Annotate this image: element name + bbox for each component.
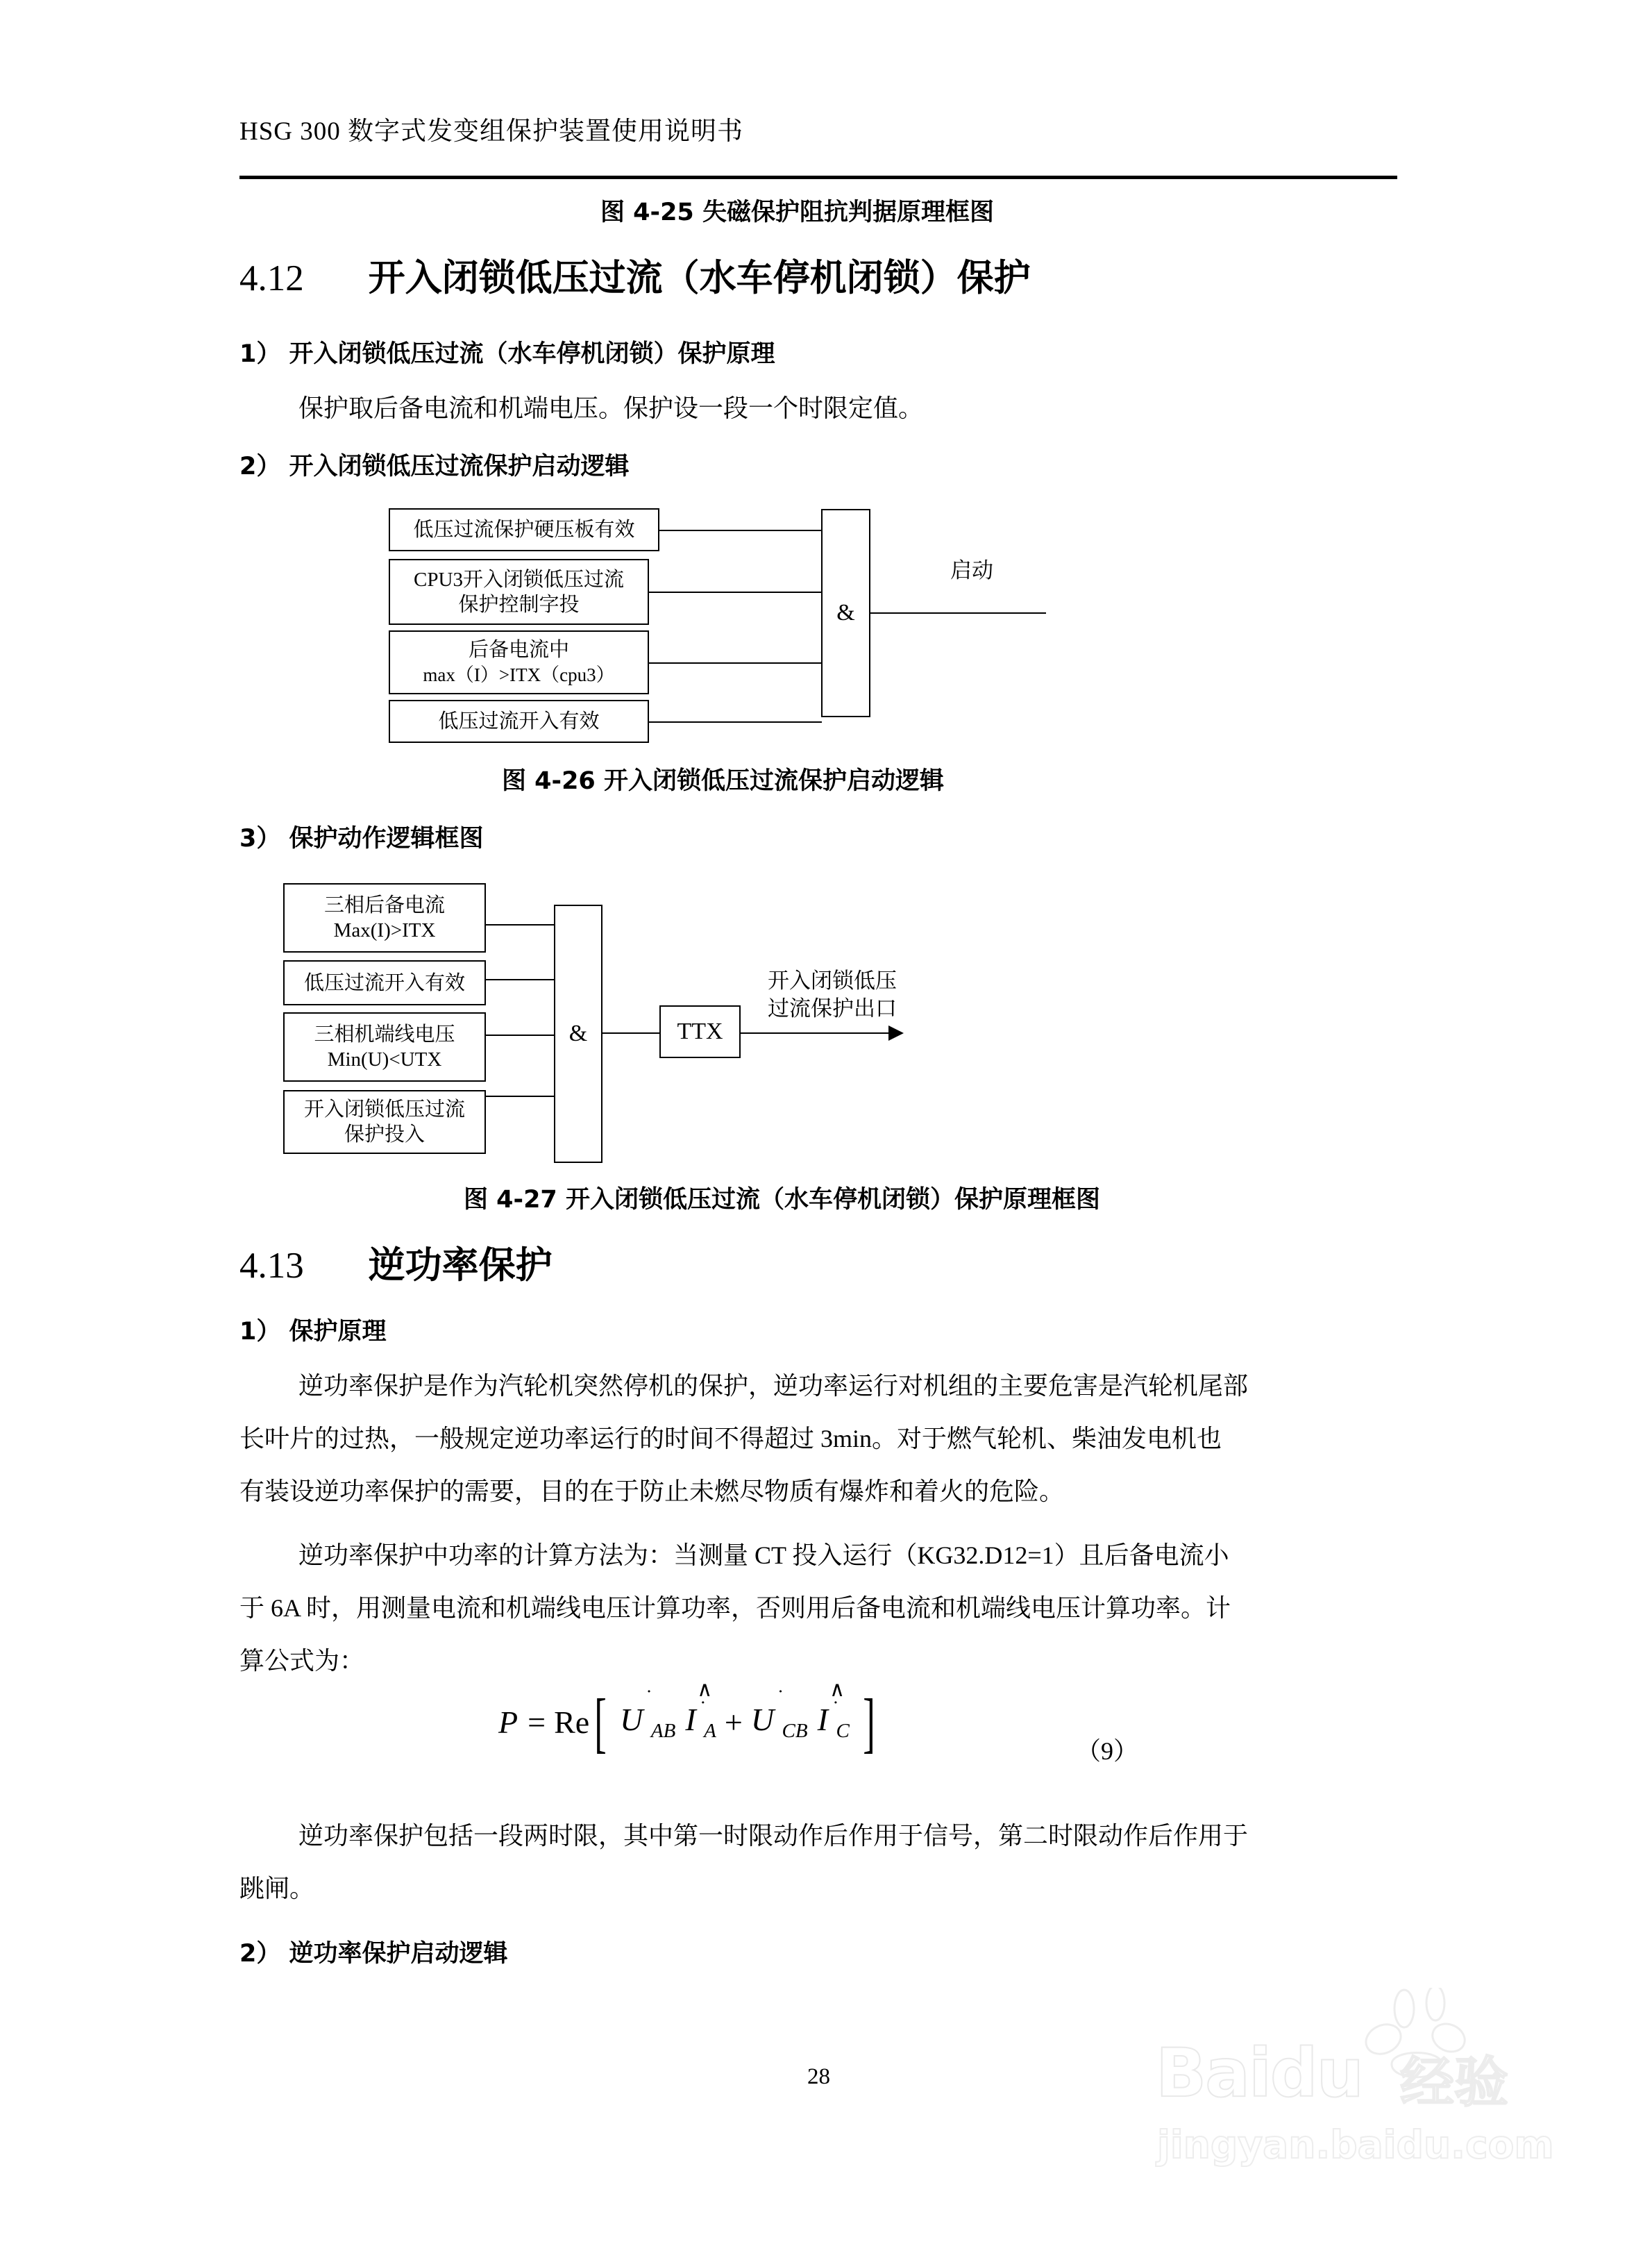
timer-box-ttx	[659, 1005, 741, 1058]
formula-plus: +	[724, 1705, 743, 1741]
dot-accent: ˙	[699, 1697, 707, 1720]
section-title: 开入闭锁低压过流（水车停机闭锁）保护	[368, 257, 1031, 299]
diagram-box	[389, 700, 649, 743]
paragraph-4-13-b-line-1: 逆功率保护中功率的计算方法为：当测量 CT 投入运行（KG32.D12=1）且后备电流小	[298, 1541, 1229, 1569]
diagram-box-line: 开入闭锁低压过流	[303, 1098, 465, 1121]
page-header-title: HSG 300 数字式发变组保护装置使用说明书	[239, 117, 744, 146]
diagram-wire	[648, 592, 822, 593]
section-title: 逆功率保护	[368, 1244, 553, 1287]
section-number: 4.12	[239, 258, 304, 299]
figure-caption-4-25: 图 4-25 失磁保护阻抗判据原理框图	[600, 199, 994, 226]
paragraph-4-13-b-line-3: 算公式为：	[239, 1647, 365, 1675]
diagram-wire	[648, 721, 822, 723]
diagram-wire	[602, 1032, 661, 1034]
diagram-box-line: 三相机端线电压	[314, 1023, 455, 1046]
figure-caption-4-26: 图 4-26 开入闭锁低压过流保护启动逻辑	[502, 767, 944, 795]
baidu-jingyan-watermark	[1156, 1996, 1572, 2170]
diagram-box-line: 低压过流保护硬压板有效	[413, 519, 635, 541]
and-gate-label: &	[836, 600, 855, 626]
paragraph-4-13-a-line-2: 长叶片的过热，一般规定逆功率运行的时间不得超过 3min。对于燃气轮机、柴油发电机也	[239, 1425, 1222, 1452]
section-heading-4-13	[239, 1236, 553, 1289]
paragraph-4-13-c-line-1: 逆功率保护包括一段两时限，其中第一时限动作后作用于信号，第二时限动作后作用于	[298, 1822, 1249, 1850]
hat-accent: ∧	[829, 1678, 845, 1702]
formula-subscript: AB	[650, 1720, 676, 1743]
dot-accent: ˙	[646, 1686, 653, 1709]
paragraph-4-13-a-line-1: 逆功率保护是作为汽轮机突然停机的保护，逆功率运行对机组的主要危害是汽轮机尾部	[298, 1372, 1249, 1400]
diagram-output-wire	[870, 612, 1046, 614]
diagram-box	[389, 559, 649, 625]
diagram-box-line: 保护投入	[344, 1123, 425, 1146]
diagram-box-line: 低压过流开入有效	[303, 971, 465, 994]
and-gate-label: &	[568, 1021, 588, 1046]
diagram-box-line: CPU3开入闭锁低压过流	[414, 568, 624, 591]
and-gate	[554, 905, 602, 1163]
diagram-output-wire	[740, 1032, 889, 1034]
formula-voltage-cb	[750, 1686, 808, 1743]
diagram-box-line: 后备电流中	[468, 639, 569, 661]
diagram-output-label-line: 过流保护出口	[768, 996, 897, 1021]
formula-reverse-power	[498, 1678, 880, 1759]
dot-accent: ˙	[832, 1697, 839, 1720]
formula-current-c	[817, 1678, 850, 1743]
diagram-wire	[486, 924, 555, 926]
page-number: 28	[807, 2064, 830, 2089]
formula-symbol: I	[817, 1702, 828, 1738]
equation-number: （9）	[1076, 1737, 1139, 1765]
formula-symbol: U	[620, 1702, 643, 1738]
formula-voltage-ab	[620, 1686, 676, 1743]
formula-subscript: C	[836, 1720, 850, 1743]
formula-symbol: I	[685, 1702, 696, 1738]
section-heading-4-12	[239, 249, 1031, 301]
diagram-output-label	[768, 967, 897, 1023]
diagram-box-line: Min(U)<UTX	[327, 1048, 442, 1071]
diagram-wire	[486, 979, 555, 980]
diagram-box	[283, 1090, 486, 1154]
list-item-4-12-2: 2） 开入闭锁低压过流保护启动逻辑	[239, 453, 630, 480]
figure-caption-4-27: 图 4-27 开入闭锁低压过流（水车停机闭锁）保护原理框图	[464, 1186, 1100, 1214]
formula-re-operator: Re	[554, 1705, 590, 1741]
paragraph-4-12: 保护取后备电流和机端电压。保护设一段一个时限定值。	[298, 394, 924, 422]
diagram-box	[389, 508, 659, 551]
diagram-box-line: Max(I)>ITX	[333, 919, 436, 941]
formula-bracket-close: ]	[862, 1685, 875, 1759]
list-item-4-12-3: 3） 保护动作逻辑框图	[239, 825, 484, 853]
diagram-output-label-line: 开入闭锁低压	[768, 969, 897, 993]
hat-accent: ∧	[697, 1678, 713, 1702]
watermark-url: jingyan.baidu.com	[1157, 2122, 1554, 2167]
arrow-head-icon	[888, 1025, 904, 1041]
header-divider	[239, 176, 1397, 179]
diagram-box-line: 低压过流开入有效	[438, 710, 600, 732]
diagram-box	[389, 630, 649, 694]
diagram-box-line: 三相后备电流	[323, 894, 445, 916]
and-gate	[821, 509, 870, 717]
dot-accent: ˙	[777, 1686, 784, 1709]
diagram-box	[283, 883, 486, 953]
formula-subscript: CB	[782, 1720, 808, 1743]
watermark-brand: Baidu	[1156, 2034, 1363, 2112]
formula-symbol: U	[750, 1702, 775, 1738]
diagram-box	[283, 1012, 486, 1082]
watermark-brand-cn: 经验	[1400, 2052, 1509, 2114]
formula-equals: =	[528, 1705, 546, 1741]
diagram-box-line: max（I）>ITX（cpu3）	[423, 664, 615, 685]
section-number: 4.13	[239, 1246, 304, 1286]
diagram-wire	[648, 662, 822, 664]
formula-lhs: P	[498, 1705, 519, 1741]
paragraph-4-13-a-line-3: 有装设逆功率保护的需要，目的在于防止未燃尽物质有爆炸和着火的危险。	[239, 1477, 1065, 1505]
paragraph-4-13-c-line-2: 跳闸。	[239, 1875, 315, 1902]
timer-box-label: TTX	[677, 1019, 723, 1044]
diagram-wire	[486, 1035, 555, 1036]
formula-bracket-open: [	[594, 1685, 607, 1759]
formula-subscript: A	[704, 1720, 716, 1743]
diagram-output-label: 启动	[950, 558, 993, 583]
list-item-4-13-1: 1） 保护原理	[239, 1318, 387, 1346]
paw-print-icon	[1364, 1988, 1503, 2092]
diagram-wire	[486, 1096, 555, 1097]
diagram-box-line: 保护控制字投	[458, 593, 580, 616]
paragraph-4-13-b-line-2: 于 6A 时，用测量电流和机端线电压计算功率，否则用后备电流和机端线电压计算功率。计	[239, 1594, 1231, 1622]
list-item-4-12-1: 1） 开入闭锁低压过流（水车停机闭锁）保护原理	[239, 340, 775, 368]
diagram-wire	[659, 530, 822, 531]
list-item-4-13-2: 2） 逆功率保护启动逻辑	[239, 1940, 508, 1968]
diagram-box	[283, 960, 486, 1005]
formula-current-a	[685, 1678, 716, 1743]
